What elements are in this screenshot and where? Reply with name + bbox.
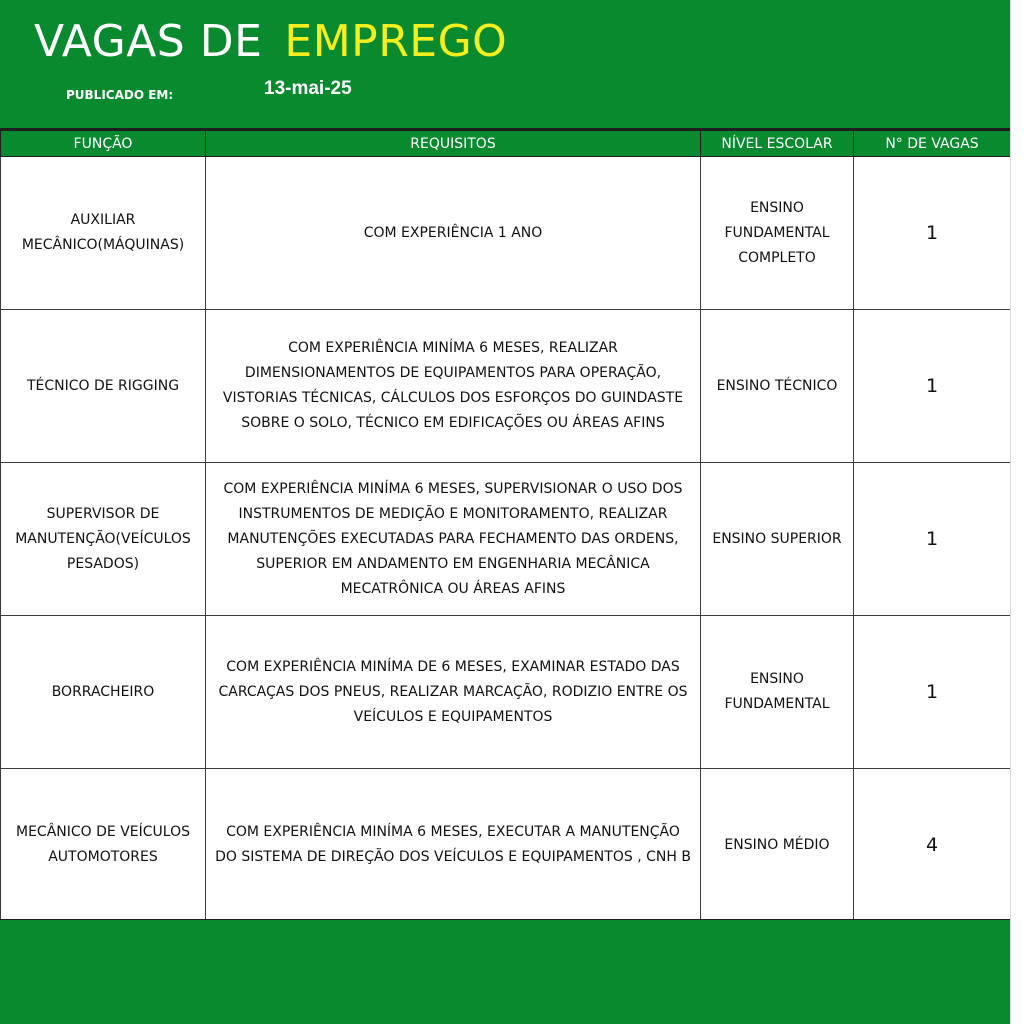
cell-requisitos: COM EXPERIÊNCIA 1 ANO xyxy=(206,157,701,310)
cell-funcao: BORRACHEIRO xyxy=(1,616,206,769)
cell-vagas: 1 xyxy=(854,616,1011,769)
table-row xyxy=(1,769,1011,922)
title-part-white: VAGAS DE xyxy=(34,16,263,67)
title-part-yellow: EMPREGO xyxy=(284,16,508,67)
header-banner xyxy=(0,0,1010,130)
published-label: PUBLICADO EM: xyxy=(66,88,174,102)
cell-nivel: ENSINO MÉDIO xyxy=(701,769,854,922)
cell-nivel: ENSINO SUPERIOR xyxy=(701,463,854,616)
col-header-requisitos: REQUISITOS xyxy=(206,131,701,157)
cell-funcao: TÉCNICO DE RIGGING xyxy=(1,310,206,463)
table-row xyxy=(1,310,1011,463)
cell-funcao: SUPERVISOR DE MANUTENÇÃO(VEÍCULOS PESADOS) xyxy=(1,463,206,616)
cell-nivel: ENSINO FUNDAMENTAL xyxy=(701,616,854,769)
page-title xyxy=(34,14,507,70)
cell-vagas: 1 xyxy=(854,310,1011,463)
cell-vagas: 4 xyxy=(854,769,1011,922)
table-header-row xyxy=(1,131,1011,157)
col-header-funcao: FUNÇÃO xyxy=(1,131,206,157)
cell-funcao: MECÂNICO DE VEÍCULOS AUTOMOTORES xyxy=(1,769,206,922)
col-header-vagas: N° DE VAGAS xyxy=(854,131,1011,157)
cell-requisitos: COM EXPERIÊNCIA MINÍMA DE 6 MESES, EXAMINAR ESTADO DAS CARCAÇAS DOS PNEUS, REALIZAR MARCAÇÃO, RODIZIO ENTRE OS VEÍCULOS E EQUIPAMENTOS xyxy=(206,616,701,769)
published-date: 13-mai-25 xyxy=(264,78,352,99)
cell-requisitos: COM EXPERIÊNCIA MINÍMA 6 MESES, REALIZAR DIMENSIONAMENTOS DE EQUIPAMENTOS PARA OPERAÇÃO, VISTORIAS TÉCNICAS, CÁLCULOS DOS ESFORÇOS DO GUINDASTE SOBRE O SOLO, TÉCNICO EM EDIFICAÇÕES OU ÁREAS AFINS xyxy=(206,310,701,463)
table-row xyxy=(1,157,1011,310)
sheet-edge xyxy=(1010,0,1024,1024)
cell-nivel: ENSINO TÉCNICO xyxy=(701,310,854,463)
cell-vagas: 1 xyxy=(854,157,1011,310)
footer-band xyxy=(0,919,1010,1024)
cell-funcao: AUXILIAR MECÂNICO(MÁQUINAS) xyxy=(1,157,206,310)
col-header-nivel-escolar: NÍVEL ESCOLAR xyxy=(701,131,854,157)
table-row xyxy=(1,616,1011,769)
table-row xyxy=(1,463,1011,616)
cell-vagas: 1 xyxy=(854,463,1011,616)
cell-nivel: ENSINO FUNDAMENTAL COMPLETO xyxy=(701,157,854,310)
cell-requisitos: COM EXPERIÊNCIA MINÍMA 6 MESES, EXECUTAR A MANUTENÇÃO DO SISTEMA DE DIREÇÃO DOS VEÍCULOS E EQUIPAMENTOS , CNH B xyxy=(206,769,701,922)
cell-requisitos: COM EXPERIÊNCIA MINÍMA 6 MESES, SUPERVISIONAR O USO DOS INSTRUMENTOS DE MEDIÇÃO E MONITORAMENTO, REALIZAR MANUTENÇÕES EXECUTADAS PARA FECHAMENTO DAS ORDENS, SUPERIOR EM ANDAMENTO EM ENGENHARIA MECÂNICA MECATRÔNICA OU ÁREAS AFINS xyxy=(206,463,701,616)
job-table xyxy=(0,130,1011,922)
